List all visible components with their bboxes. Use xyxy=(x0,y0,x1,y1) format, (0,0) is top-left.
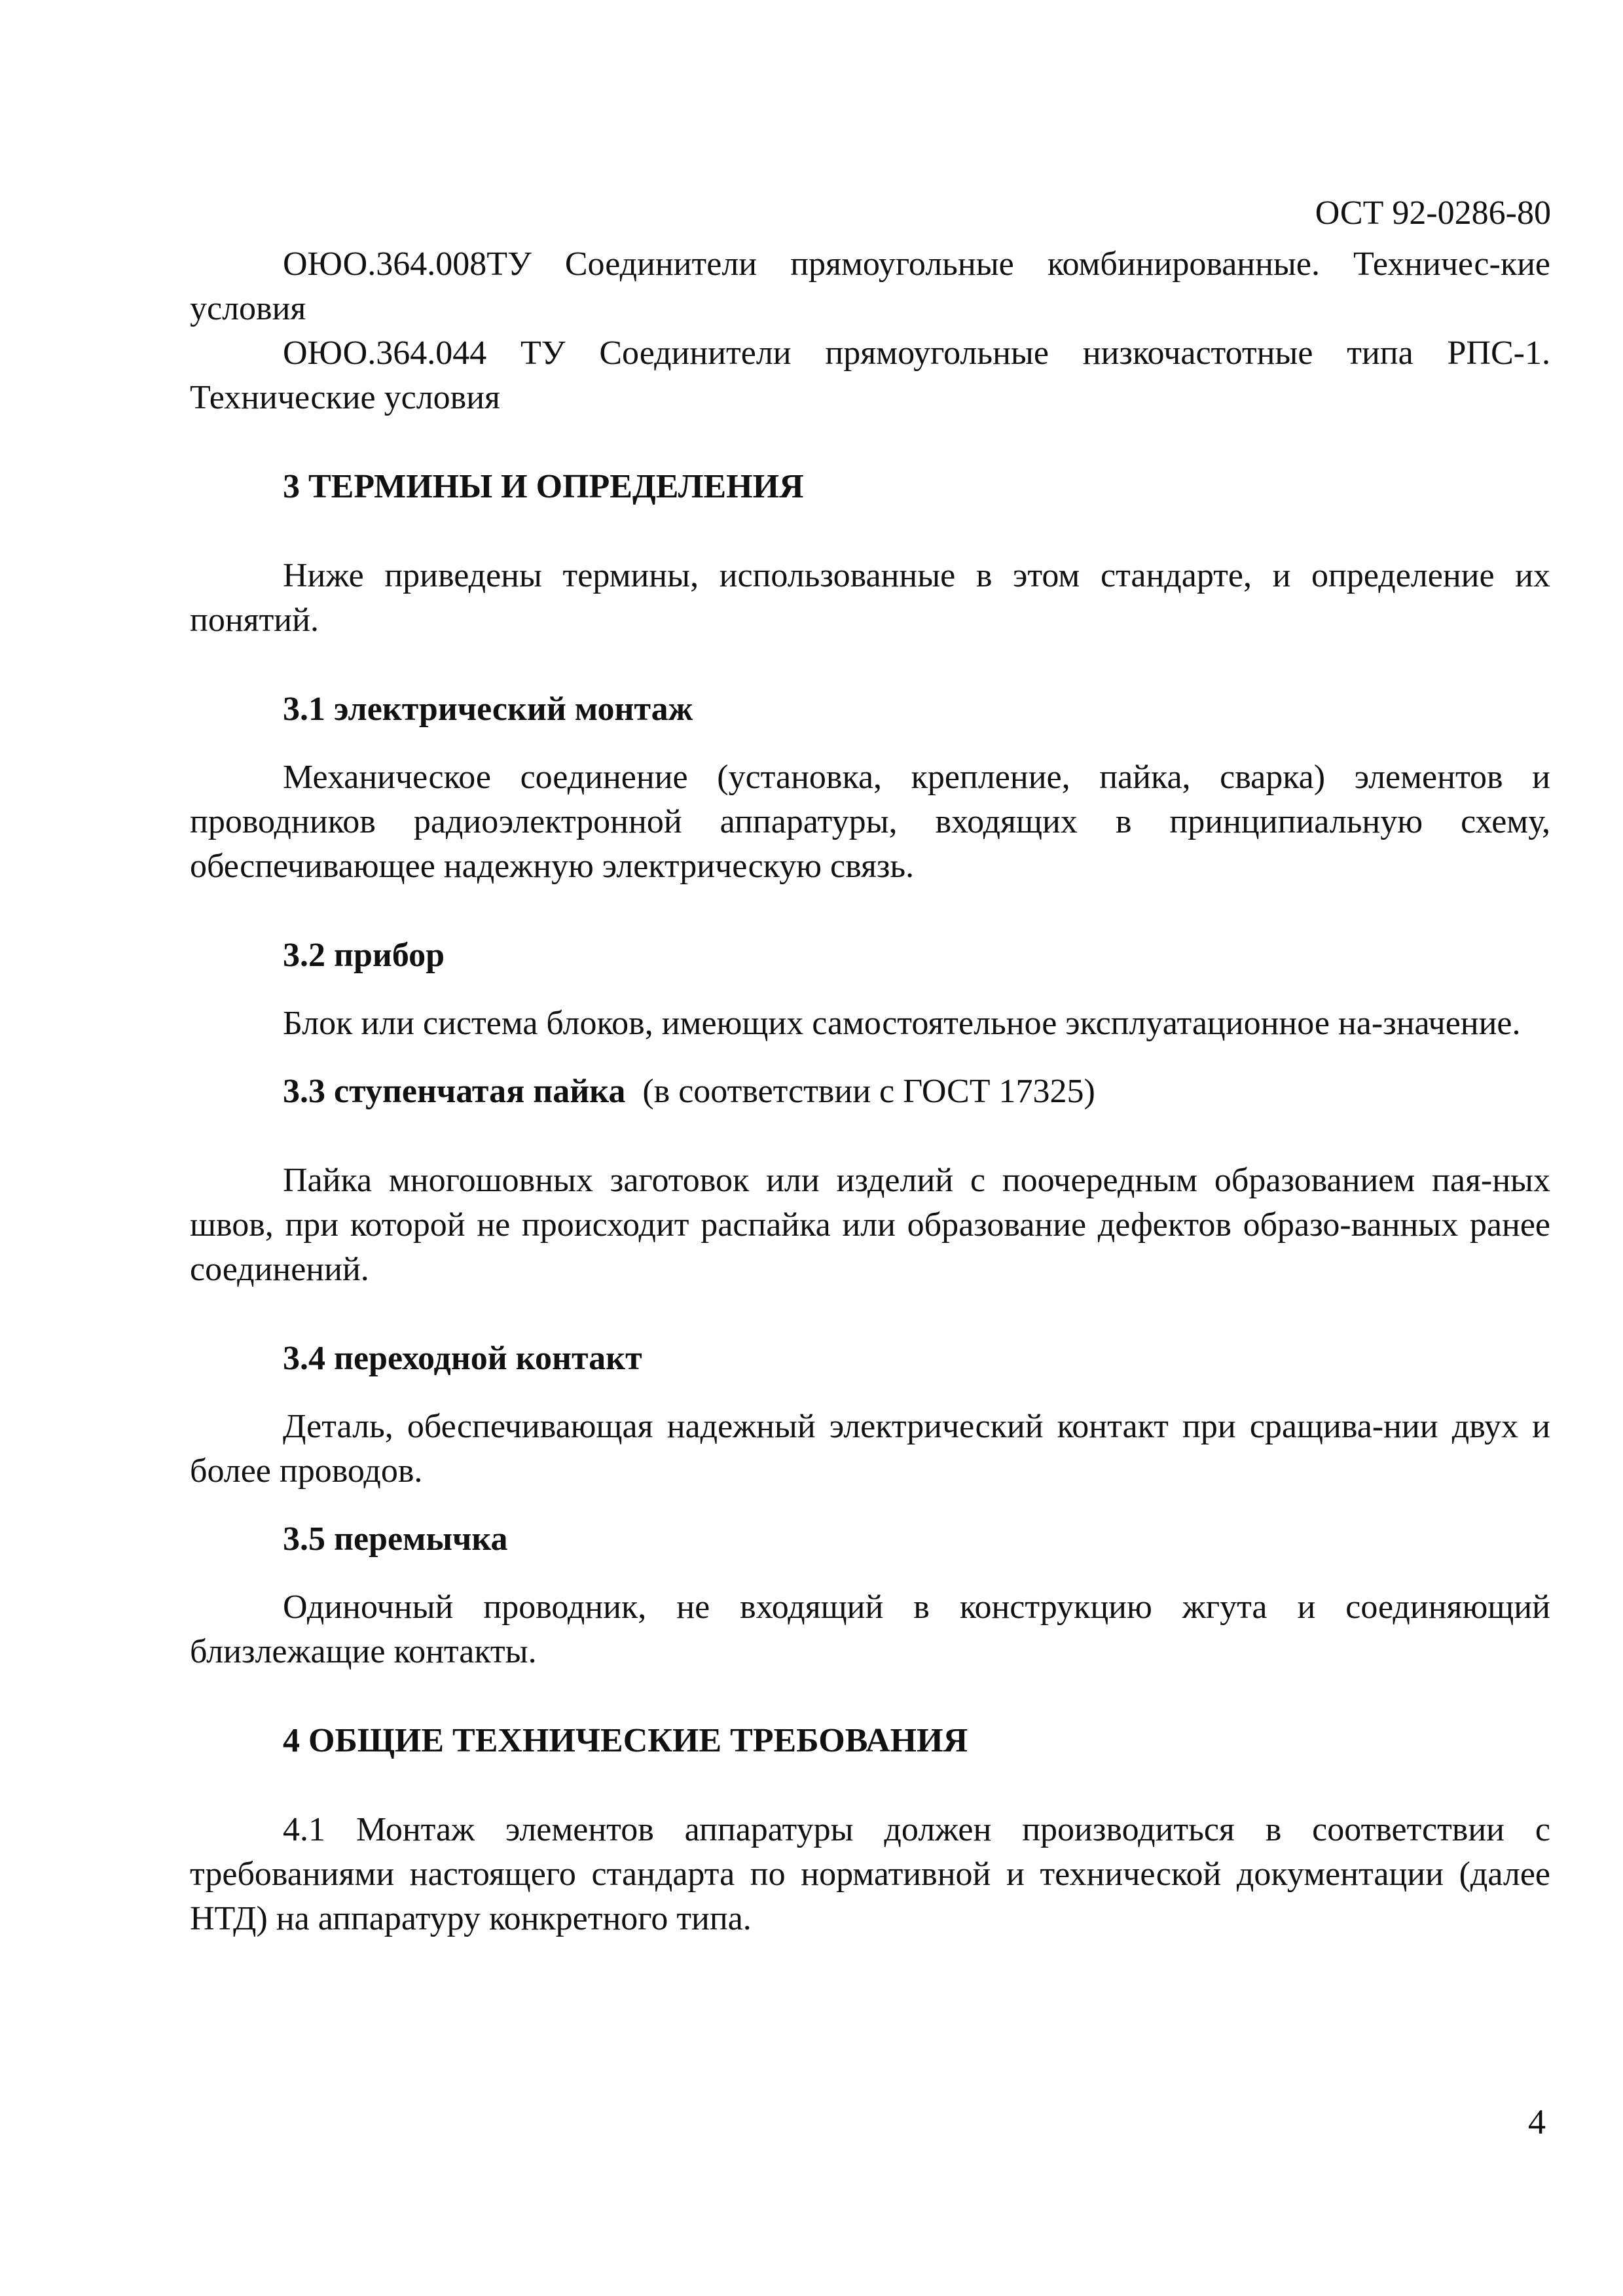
term-note: (в соответствии с ГОСТ 17325) xyxy=(642,1073,1095,1110)
document-code: ОСТ 92-0286-80 xyxy=(1315,194,1551,232)
section-4-paragraph: 4.1 Монтаж элементов аппаратуры должен производиться в соответствии с требованиями настоящего стандарта по нормативной и технической документации (далее НТД) на аппаратуру конкретного типа. xyxy=(190,1811,1550,1937)
term-title: 3.5 перемычка xyxy=(283,1520,508,1558)
term-definition: Пайка многошовных заготовок или изделий с поочередным образованием пая-ных швов, при которой не происходит распайка или образование дефектов образо-ванных ранее соединений. xyxy=(190,1162,1550,1288)
page-number: 4 xyxy=(1528,2102,1546,2142)
term-definition: Блок или система блоков, имеющих самостоятельное эксплуатационное на-значение. xyxy=(283,1005,1521,1042)
section-3-intro: Ниже приведены термины, использованные в этом стандарте, и определение их понятий. xyxy=(190,557,1550,639)
term-definition: Механическое соединение (установка, крепление, пайка, сварка) элементов и проводников радиоэлектронной аппаратуры, входящих в принципиальную схему, обеспечивающее надежную электрическую связь. xyxy=(190,759,1550,885)
reference-item: ОЮО.364.008ТУ Соединители прямоугольные комбинированные. Техничес-кие условия xyxy=(190,245,1550,327)
term-title-with-note xyxy=(190,1069,1550,1114)
term-title: 3.4 переходной контакт xyxy=(283,1340,642,1377)
term-title: 3.1 электрический монтаж xyxy=(283,691,693,728)
term-title: 3.2 прибор xyxy=(283,937,445,974)
term-title: 3.3 ступенчатая пайка xyxy=(283,1073,626,1110)
term-definition: Одиночный проводник, не входящий в конструкцию жгута и соединяющий близлежащие контакты. xyxy=(190,1588,1550,1670)
term-definition: Деталь, обеспечивающая надежный электрический контакт при сращива-нии двух и более проводов. xyxy=(190,1408,1550,1490)
section-3-heading: 3 ТЕРМИНЫ И ОПРЕДЕЛЕНИЯ xyxy=(283,468,804,505)
section-4-heading: 4 ОБЩИЕ ТЕХНИЧЕСКИЕ ТРЕБОВАНИЯ xyxy=(283,1722,968,1759)
page-content xyxy=(190,242,1550,1941)
reference-item: ОЮО.364.044 ТУ Соединители прямоугольные низкочастотные типа РПС-1. Технические условия xyxy=(190,334,1550,416)
